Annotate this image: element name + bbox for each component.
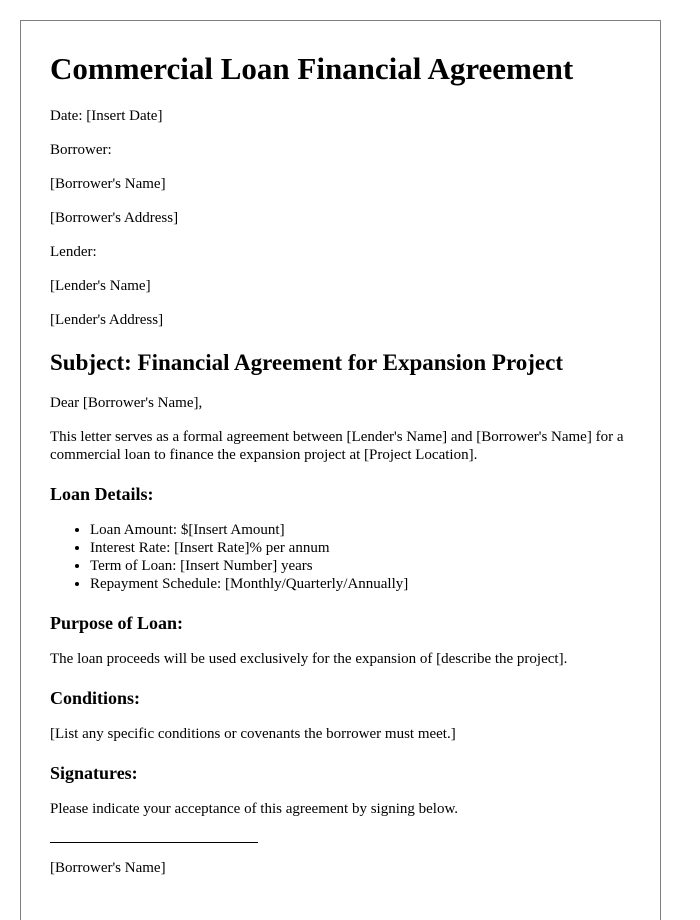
list-item: • Loan Amount: $[Insert Amount]: [90, 521, 631, 539]
purpose-heading: Purpose of Loan:: [50, 613, 184, 633]
borrower-address: [Borrower's Address]: [50, 210, 179, 226]
signatures-heading: Signatures:: [50, 763, 138, 783]
conditions-text: [List any specific conditions or covenants the borrower must meet.]: [50, 726, 456, 742]
loan-details-list: [50, 521, 631, 593]
purpose-text: The loan proceeds will be used exclusively for the expansion of [describe the project].: [50, 651, 568, 667]
lender-label: Lender:: [50, 244, 97, 260]
signatures-text: Please indicate your acceptance of this agreement by signing below.: [50, 801, 459, 817]
lender-name: [Lender's Name]: [50, 278, 151, 294]
date-line: Date: [Insert Date]: [50, 108, 163, 124]
list-item: • Interest Rate: [Insert Rate]% per annum: [90, 539, 631, 557]
subject-heading: Subject: Financial Agreement for Expansion Project: [50, 350, 563, 375]
borrower-label: Borrower:: [50, 142, 112, 158]
list-item: • Term of Loan: [Insert Number] years: [90, 557, 631, 575]
conditions-heading: Conditions:: [50, 688, 141, 708]
salutation: Dear [Borrower's Name],: [50, 395, 203, 411]
lender-address: [Lender's Address]: [50, 312, 164, 328]
intro-paragraph: This letter serves as a formal agreement between [Lender's Name] and [Borrower's Name] for a commercial loan to finance the expansion project at [Project Location].: [50, 429, 624, 463]
document-title: Commercial Loan Financial Agreement: [50, 51, 574, 86]
borrower-name: [Borrower's Name]: [50, 176, 166, 192]
list-item: • Repayment Schedule: [Monthly/Quarterly/Annually]: [90, 575, 631, 593]
signature-line: [50, 842, 258, 843]
signature-borrower-name: [Borrower's Name]: [50, 860, 166, 876]
letter-page: [20, 20, 661, 920]
loan-details-heading: Loan Details:: [50, 484, 154, 504]
